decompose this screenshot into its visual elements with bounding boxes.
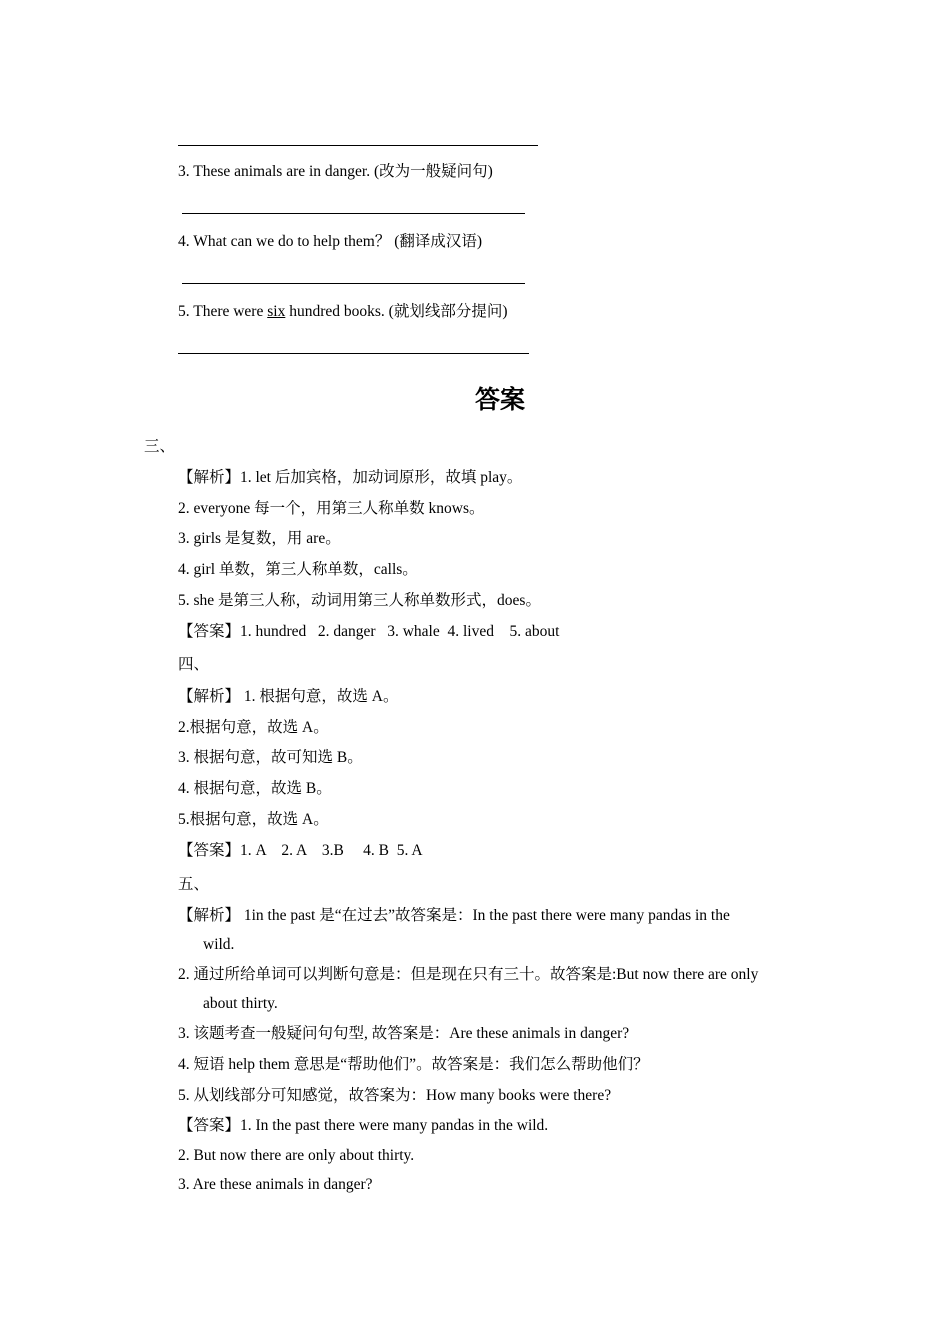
section-4-line: 5.根据句意，故选 A。 — [178, 811, 329, 828]
section-3-line: 3. girls 是复数，用 are。 — [178, 530, 341, 547]
question-3: 3. These animals are in danger. (改为一般疑问句) — [178, 163, 493, 180]
section-5-line: about thirty. — [203, 995, 278, 1012]
answer-title: 答案 — [474, 385, 525, 414]
section-3-answer: 【答案】1. hundred 2. danger 3. whale 4. lived 5. about — [178, 623, 560, 640]
answer-blank-line — [182, 213, 525, 214]
section-4-line: 2.根据句意，故选 A。 — [178, 719, 329, 736]
answer-blank-line — [178, 353, 529, 354]
section-4-line: 【解析】 1. 根据句意，故选 A。 — [178, 688, 399, 705]
question-5 — [178, 302, 507, 322]
question-5-post: hundred books. (就划线部分提问) — [285, 303, 508, 320]
section-5-line: wild. — [203, 936, 235, 953]
section-3-line: 4. girl 单数，第三人称单数，calls。 — [178, 561, 418, 578]
section-5-line: 4. 短语 help them 意思是“帮助他们”。故答案是：我们怎么帮助他们？ — [178, 1056, 649, 1073]
section-3-line: 5. she 是第三人称，动词用第三人称单数形式，does。 — [178, 592, 541, 609]
section-4-line: 4. 根据句意，故选 B。 — [178, 780, 332, 797]
section-4-line: 3. 根据句意，故可知选 B。 — [178, 749, 363, 766]
section-5-line: 3. 该题考查一般疑问句句型, 故答案是：Are these animals in danger? — [178, 1025, 630, 1042]
section-5-label: 五、 — [178, 876, 210, 893]
answer-blank-line — [178, 145, 538, 146]
section-5-line: 5. 从划线部分可知感觉，故答案为：How many books were there? — [178, 1087, 612, 1104]
section-3-line: 2. everyone 每一个，用第三人称单数 knows。 — [178, 500, 485, 517]
section-5-answer: 2. But now there are only about thirty. — [178, 1147, 415, 1164]
question-4: 4. What can we do to help them？ (翻译成汉语) — [178, 233, 483, 250]
answer-blank-line — [182, 283, 525, 284]
question-5-underlined: six — [267, 303, 286, 320]
section-4-answer: 【答案】1. A 2. A 3.B 4. B 5. A — [178, 842, 423, 859]
section-5-answer: 3. Are these animals in danger? — [178, 1176, 373, 1193]
section-5-line: 2. 通过所给单词可以判断句意是：但是现在只有三十。故答案是:But now there are only — [178, 966, 759, 983]
question-5-pre: 5. There were — [178, 303, 268, 320]
section-5-answer: 【答案】1. In the past there were many pandas in the wild. — [178, 1117, 549, 1134]
section-3-line: 【解析】1. let 后加宾格，加动词原形，故填 play。 — [178, 469, 523, 486]
section-5-line: 【解析】 1in the past 是“在过去”故答案是：In the past there were many pandas in the — [178, 907, 730, 924]
section-3-label: 三、 — [144, 438, 176, 455]
section-4-label: 四、 — [178, 656, 210, 673]
